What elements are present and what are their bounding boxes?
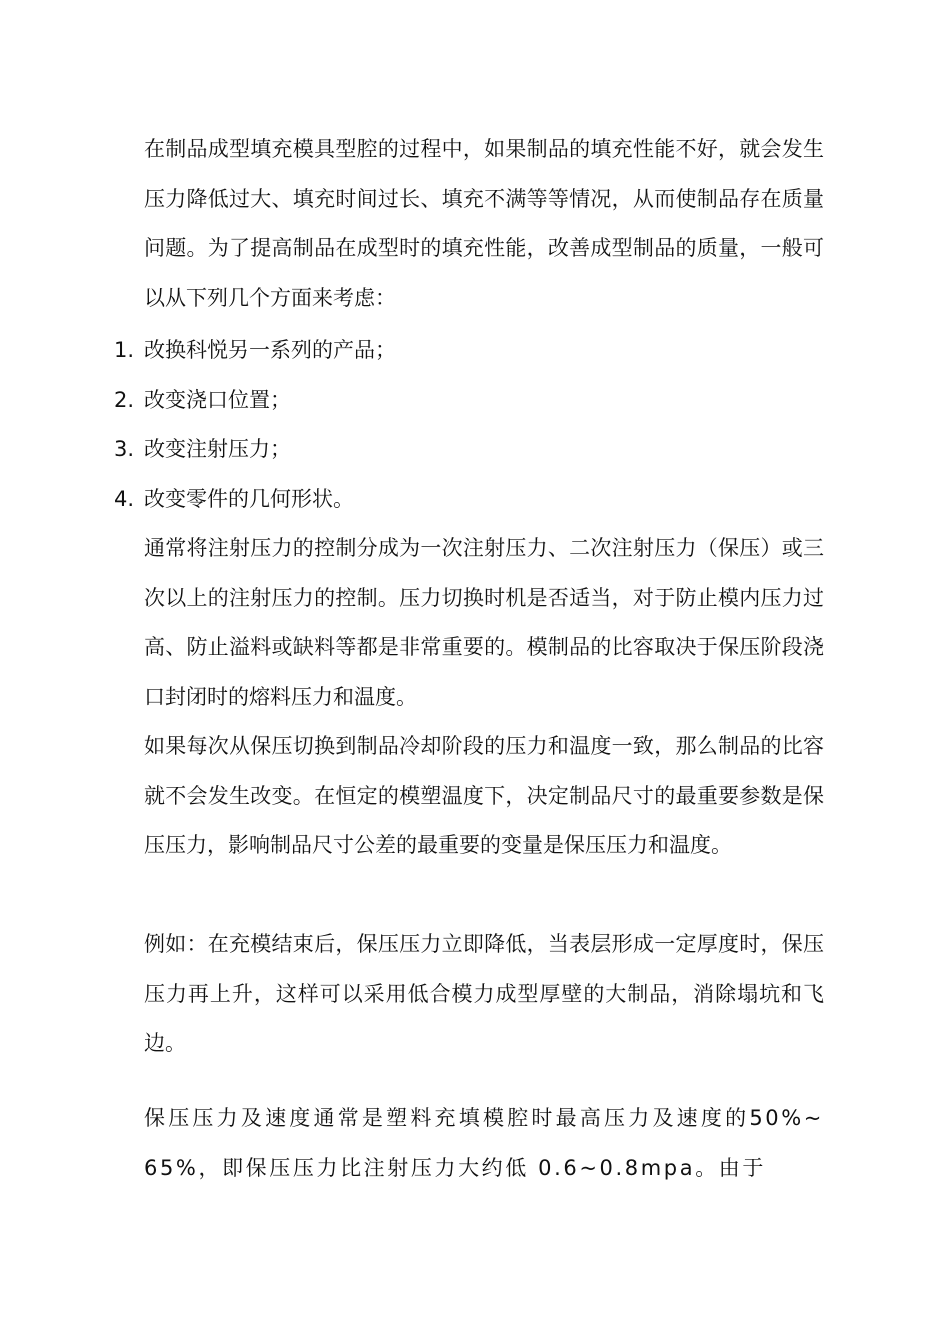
list-item-number: 3. [114,437,135,461]
consideration-list [114,326,396,524]
specific-volume-paragraph: 如果每次从保压切换到制品冷却阶段的压力和温度一致，那么制品的比容就不会发生改变。在恒定的模塑温度下，决定制品尺寸的最重要参数是保压压力，影响制品尺寸公差的最重要的变量是保压压力和温度。 [144,734,824,857]
example-paragraph: 例如：在充模结束后，保压压力立即降低，当表层形成一定厚度时，保压压力再上升，这样可以采用低合模力成型厚壁的大制品，消除塌坑和飞边。 [144,932,824,1055]
list-item-text: 改变注射压力； [144,437,291,461]
list-item-text: 改变零件的几何形状。 [144,486,354,511]
pressure-control-paragraph: 通常将注射压力的控制分成为一次注射压力、二次注射压力（保压）或三次以上的注射压力的控制。压力切换时机是否适当，对于防止模内压力过高、防止溢料或缺料等都是非常重要的。模制品的比容取决于保压阶段浇口封闭时的熔料压力和温度。 [144,536,824,709]
list-item-text: 改换科悦另一系列的产品； [144,338,396,362]
list-item [114,425,396,475]
list-item-number: 2. [114,387,135,412]
list-item-number: 1. [114,338,135,362]
intro-paragraph: 在制品成型填充模具型腔的过程中，如果制品的填充性能不好，就会发生压力降低过大、填充时间过长、填充不满等等情况，从而使制品存在质量问题。为了提高制品在成型时的填充性能，改善成型制品的质量，一般可以从下列几个方面来考虑： [144,137,824,310]
holding-pressure-paragraph: 保压压力及速度通常是塑料充填模腔时最高压力及速度的50%~65%，即保压压力比注射压力大约低 0.6~0.8mpa。由于 [144,1106,824,1180]
list-item [114,326,396,376]
list-item [114,475,396,525]
list-item [114,376,396,426]
list-item-number: 4. [114,486,135,511]
list-item-text: 改变浇口位置； [144,387,291,412]
